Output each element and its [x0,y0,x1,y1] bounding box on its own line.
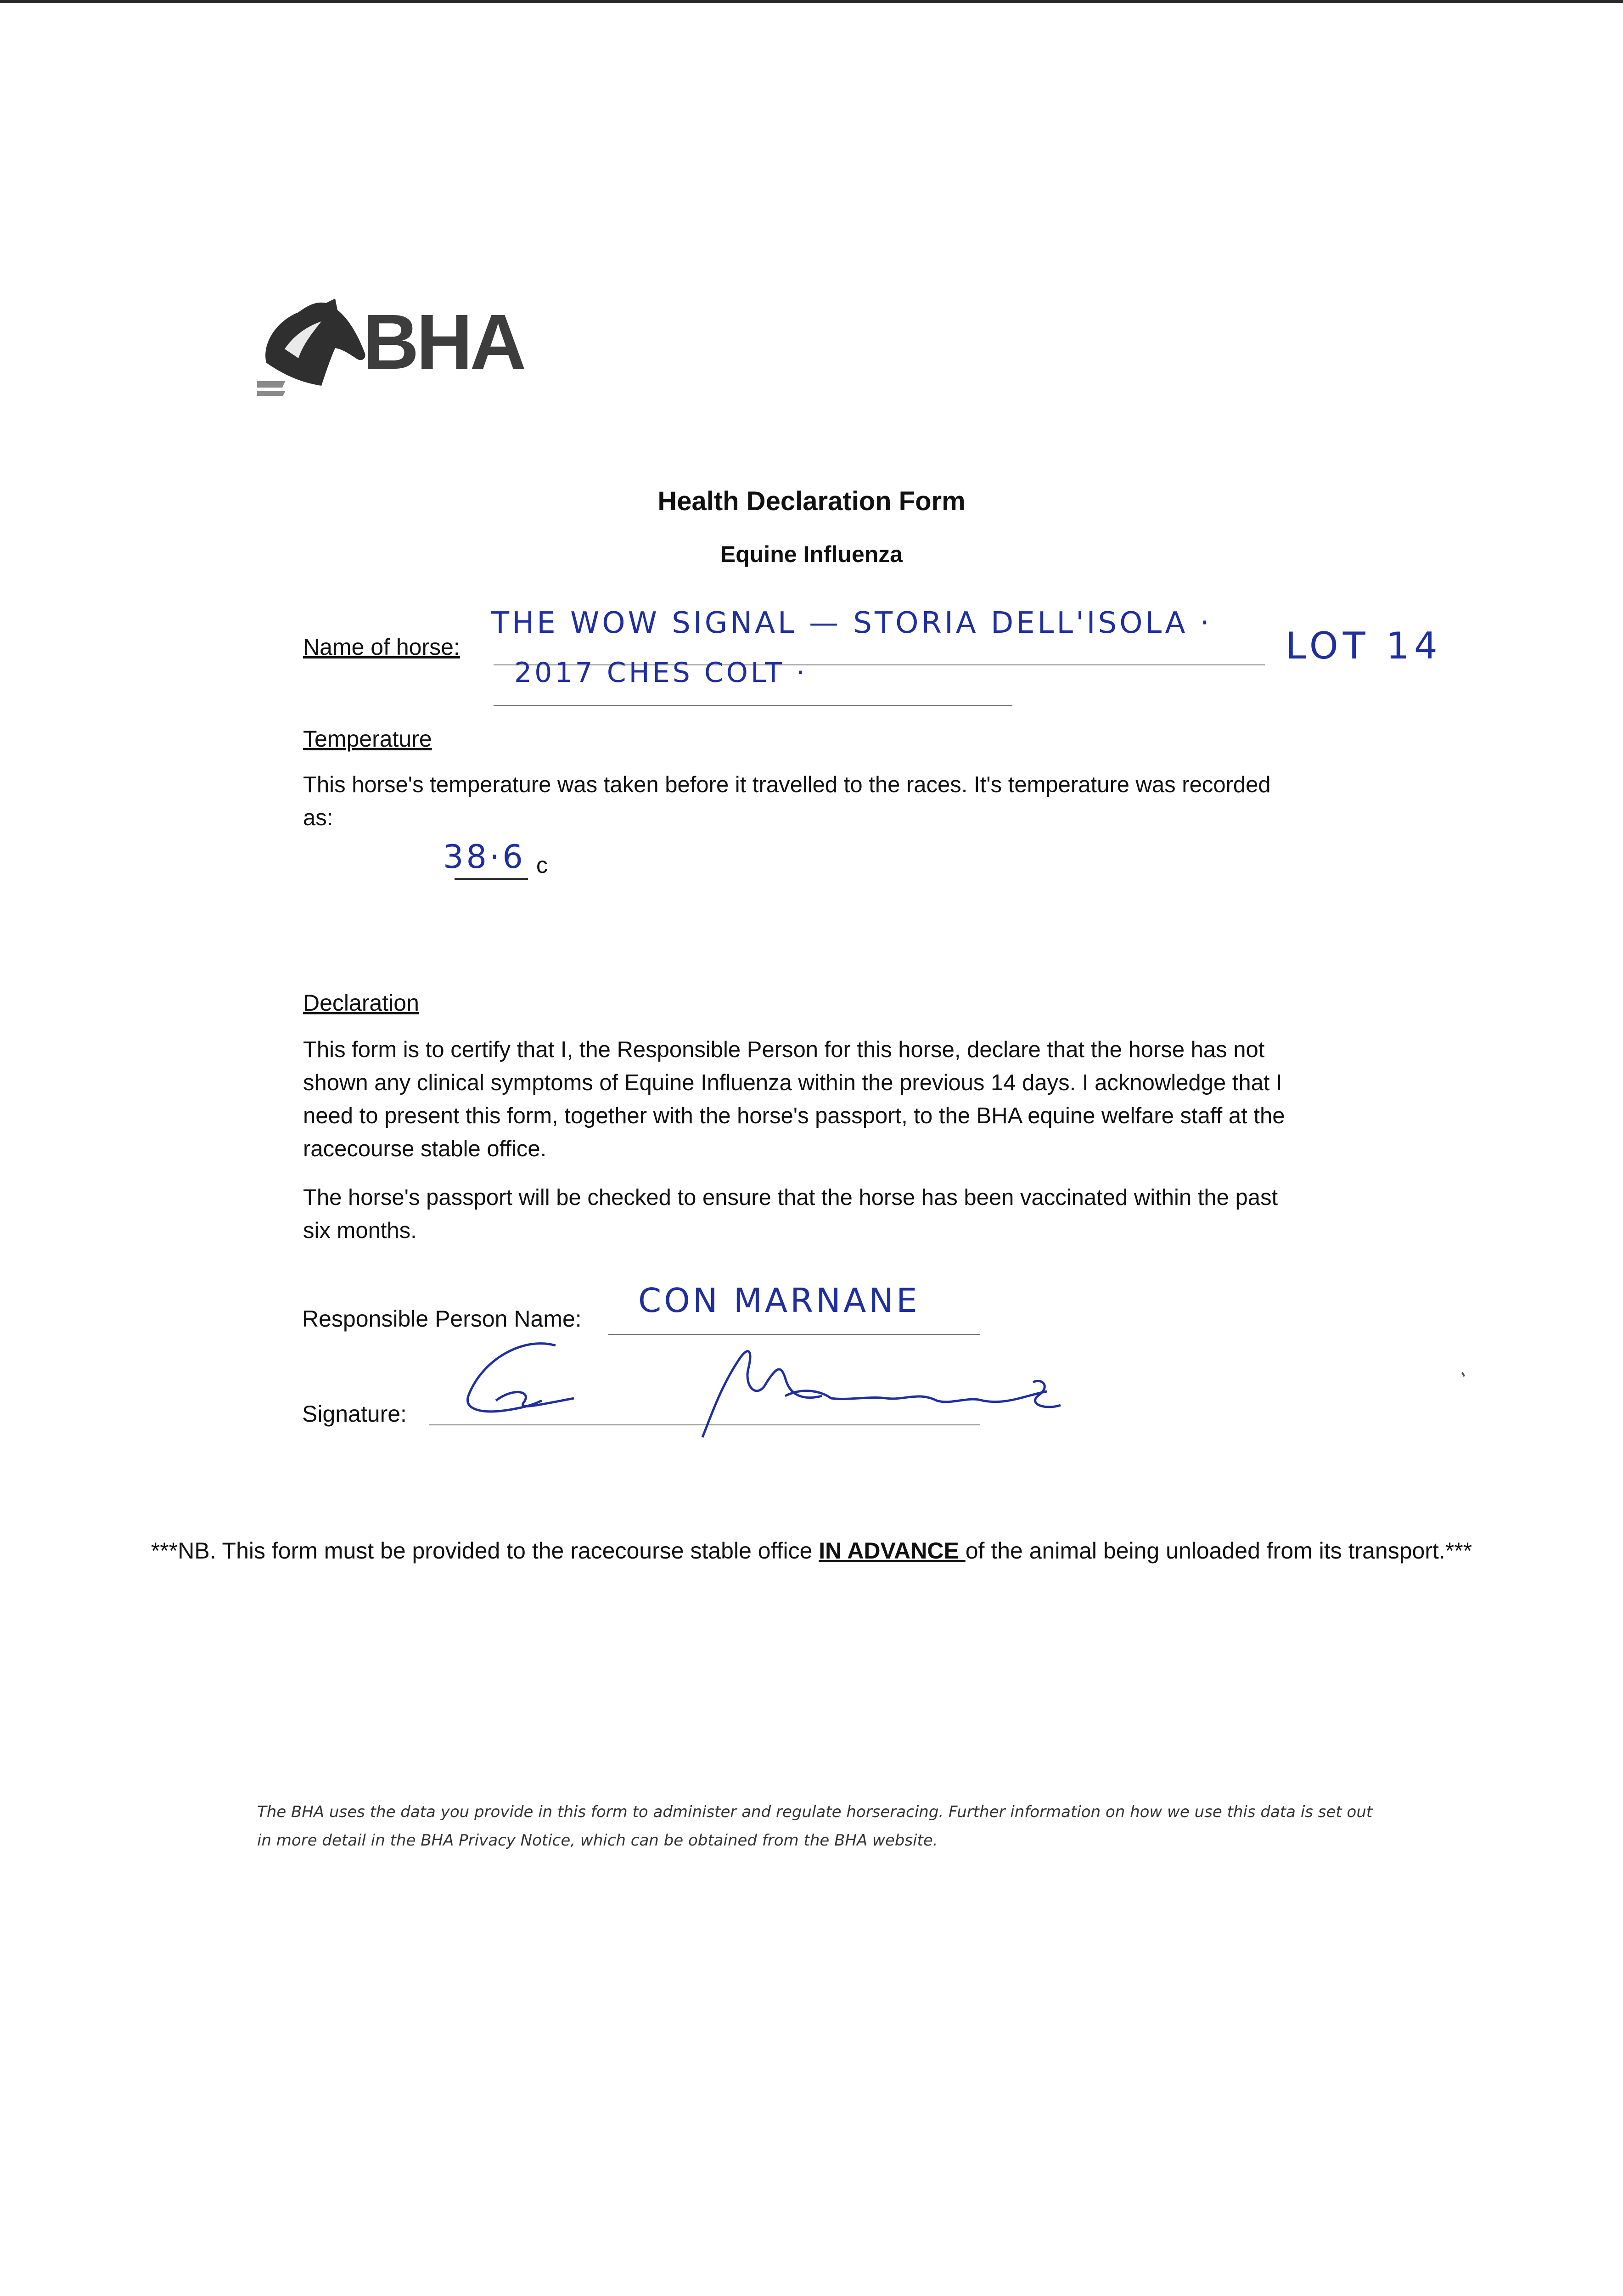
temperature-heading: Temperature [303,726,432,752]
advance-notice [0,1534,1623,1568]
signature-label: Signature: [302,1401,407,1427]
responsible-name-label: Responsible Person Name: [302,1306,582,1332]
horse-name-line2: 2017 CHES COLT · [514,657,808,689]
declaration-paragraph-1: This form is to certify that I, the Responsible Person for this horse, declare that the horse has not shown any clinical symptoms of Equine Influenza within the previous 14 days. I acknowledge that I need to present this form, together with the horse's passport, to the BHA equine welfare staff at the racecourse stable office. [303,1037,1285,1161]
scan-top-edge [0,0,1623,3]
bha-logo [257,285,542,404]
responsible-name-value: CON MARNANE [638,1281,920,1320]
scan-speck [1461,1372,1465,1377]
temperature-value: 38·6 [443,838,526,876]
temperature-unit: c [536,852,548,878]
declaration-paragraph-2: The horse's passport will be checked to ensure that the horse has been vaccinated within the past six months. [303,1185,1278,1243]
form-subtitle: Equine Influenza [720,541,903,567]
horse-name-underline-2 [494,705,1012,706]
notice-prefix: ***NB. This form must be provided to the racecourse stable office [151,1538,819,1564]
temperature-underline [455,878,528,880]
temperature-text: This horse's temperature was taken before it travelled to the races. It's temperature was recorded as: [303,772,1271,830]
lot-note: LOT 14 [1286,625,1442,667]
notice-suffix: of the animal being unloaded from its transport.*** [965,1538,1472,1564]
bha-logo-text: BHA [363,298,524,386]
declaration-heading: Declaration [303,990,419,1016]
notice-emphasis: IN ADVANCE [819,1538,966,1564]
horse-head-icon [257,294,372,400]
handwritten-signature [455,1332,1084,1451]
horse-name-line1: THE WOW SIGNAL — STORIA DELL'ISOLA · [491,606,1213,640]
form-title: Health Declaration Form [657,486,966,516]
horse-name-label: Name of horse: [303,634,460,660]
privacy-footer: The BHA uses the data you provide in this form to administer and regulate horseracing. Further information on how we use this data is set out in more detail in the BHA Privacy Notice, which can be obtained from the BHA website. [257,1803,1373,1850]
